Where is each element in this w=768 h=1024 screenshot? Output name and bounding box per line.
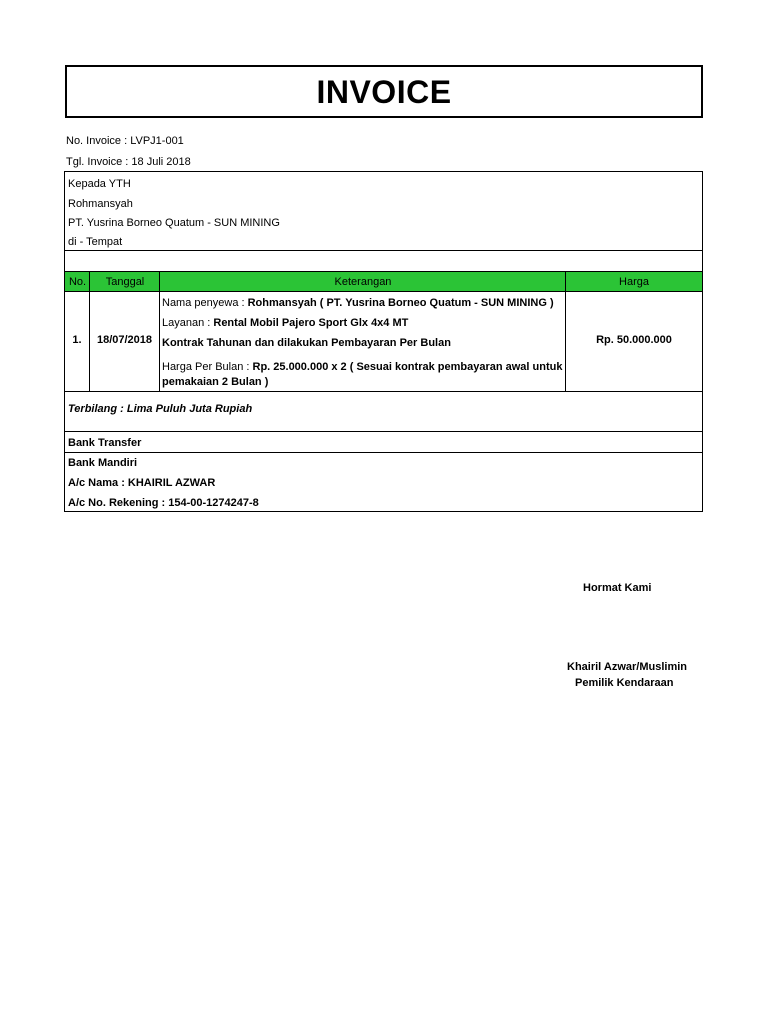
row-tenant (162, 297, 554, 309)
account-name: A/c Nama : KHAIRIL AZWAR (68, 477, 216, 489)
row-number: 1. (72, 334, 82, 346)
invoice-date: Tgl. Invoice : 18 Juli 2018 (66, 156, 191, 168)
header-price: Harga (566, 272, 702, 291)
col-divider (159, 272, 160, 391)
bank-name: Bank Mandiri (68, 457, 138, 469)
recipient-greeting: Kepada YTH (68, 178, 131, 190)
page-title: INVOICE (316, 74, 452, 110)
row-contract: Kontrak Tahunan dan dilakukan Pembayaran Per Bulan (162, 337, 451, 349)
recipient-company: PT. Yusrina Borneo Quatum - SUN MINING (68, 217, 280, 229)
row-monthly-price-cont: pemakaian 2 Bulan ) (162, 376, 269, 388)
recipient-location: di - Tempat (68, 236, 123, 248)
closing-greeting: Hormat Kami (583, 582, 652, 594)
invoice-number: No. Invoice : LVPJ1-001 (66, 135, 184, 147)
col-divider (565, 272, 566, 391)
amount-in-words: Terbilang : Lima Puluh Juta Rupiah (68, 403, 253, 415)
row-service (162, 317, 408, 329)
items-table (64, 271, 703, 392)
service-value: Rental Mobil Pajero Sport Glx 4x4 MT (213, 317, 409, 329)
bank-transfer-label: Bank Transfer (68, 437, 142, 449)
service-label: Layanan : (162, 317, 214, 329)
signatory-name: Khairil Azwar/Muslimin (567, 661, 688, 673)
col-divider (89, 272, 90, 391)
bank-transfer-row (64, 431, 703, 453)
invoice-title-box (65, 65, 703, 118)
header-date: Tanggal (90, 272, 161, 291)
spacer-row (64, 250, 703, 272)
header-no: No. (65, 272, 91, 291)
header-divider (65, 291, 702, 292)
account-number: A/c No. Rekening : 154-00-1274247-8 (68, 497, 259, 509)
header-description: Keterangan (160, 272, 567, 291)
monthly-label: Harga Per Bulan : (162, 361, 253, 373)
tenant-value: Rohmansyah ( PT. Yusrina Borneo Quatum - SUN MINING ) (247, 297, 554, 309)
recipient-name: Rohmansyah (68, 198, 133, 210)
bank-details-box (64, 452, 703, 512)
recipient-box (64, 171, 703, 251)
tenant-label: Nama penyewa : (162, 297, 248, 309)
monthly-value: Rp. 25.000.000 x 2 ( Sesuai kontrak pembayaran awal untuk (252, 361, 563, 373)
row-monthly-price (162, 361, 562, 373)
row-price: Rp. 50.000.000 (596, 334, 672, 346)
amount-in-words-box (64, 391, 703, 432)
row-date: 18/07/2018 (96, 334, 153, 346)
signatory-role: Pemilik Kendaraan (575, 677, 674, 689)
